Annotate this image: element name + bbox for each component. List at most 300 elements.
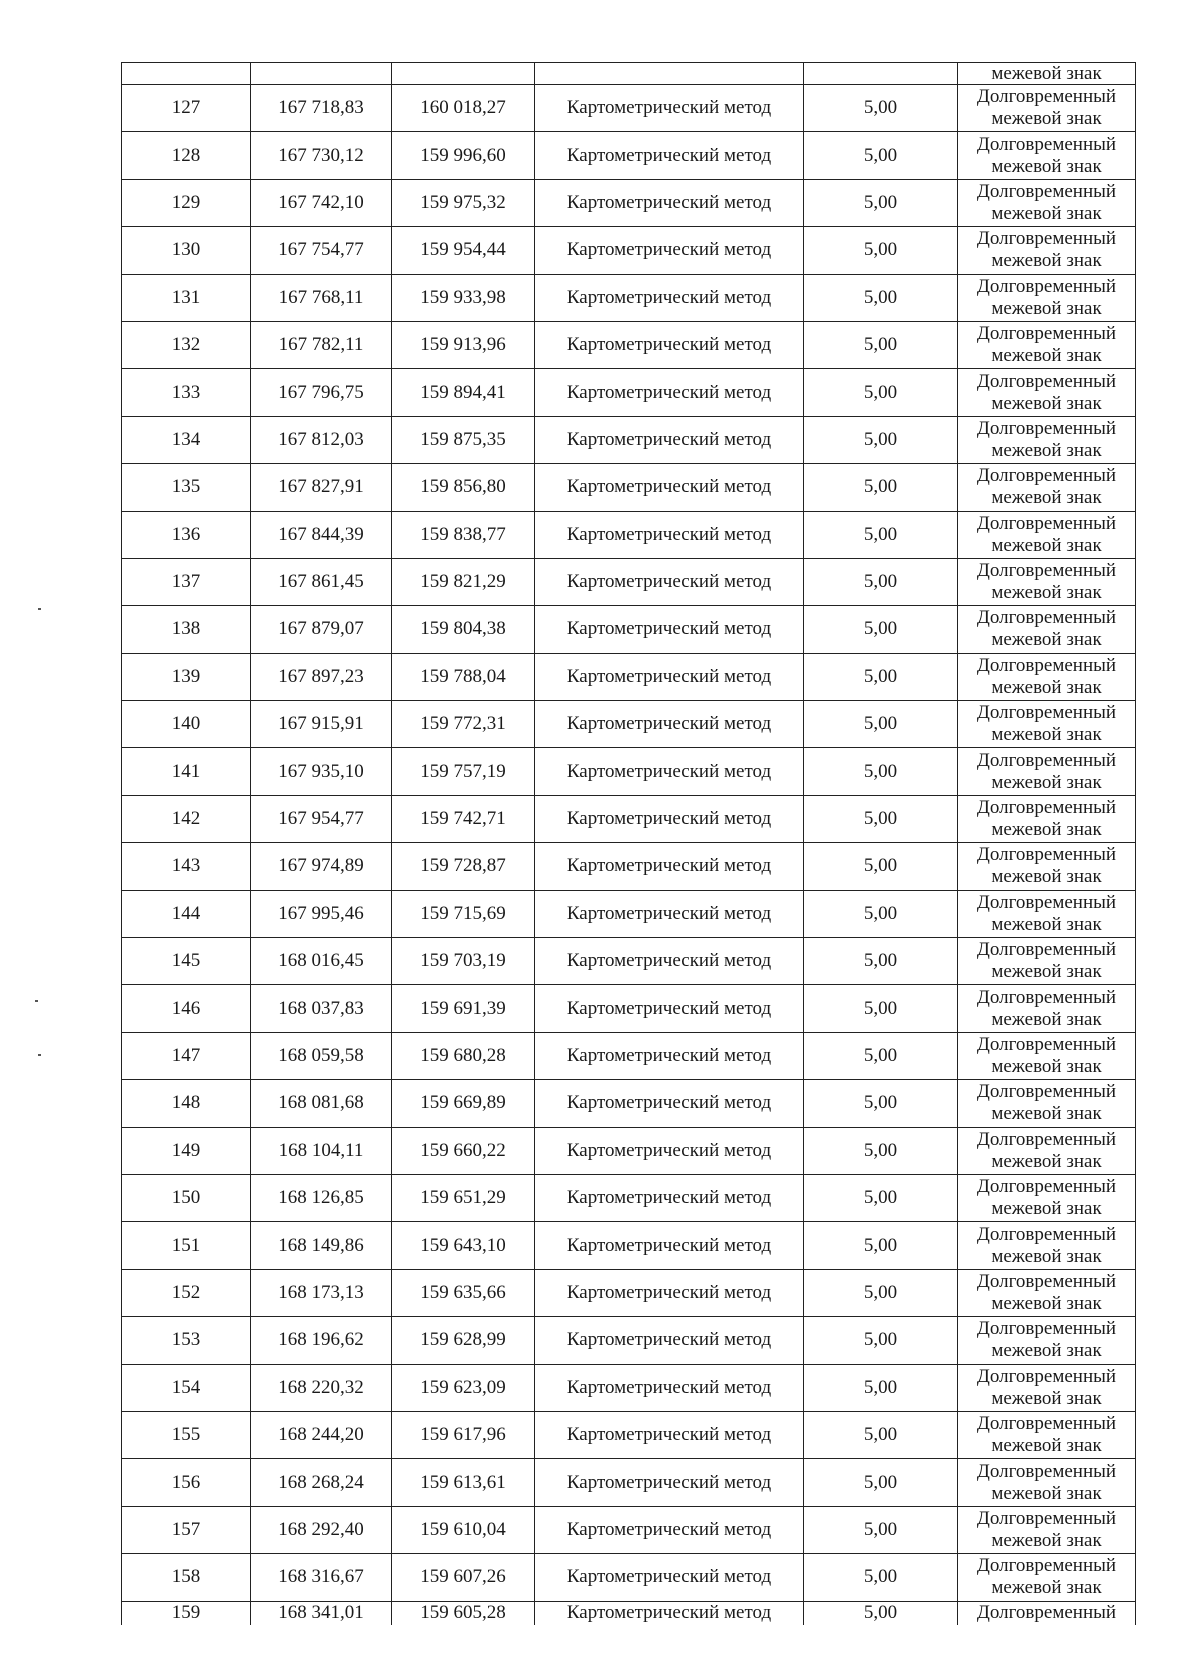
x-coordinate-cell: 167 897,23 xyxy=(251,653,392,700)
y-coordinate-cell: 160 018,27 xyxy=(392,85,535,132)
accuracy-cell: 5,00 xyxy=(804,1364,958,1411)
x-coordinate-cell: 168 292,40 xyxy=(251,1506,392,1553)
x-coordinate-cell: 168 268,24 xyxy=(251,1459,392,1506)
mark-type-cell xyxy=(958,1174,1136,1221)
mark-type-cell xyxy=(958,179,1136,226)
method-cell: Картометрический метод xyxy=(535,1317,804,1364)
mark-type-line1: Долговременный xyxy=(976,323,1117,345)
mark-type-line1: Долговременный xyxy=(976,939,1117,961)
accuracy-cell: 5,00 xyxy=(804,511,958,558)
mark-type-cell xyxy=(958,1080,1136,1127)
point-number-cell: 135 xyxy=(122,464,251,511)
point-number-cell: 133 xyxy=(122,369,251,416)
accuracy-cell: 5,00 xyxy=(804,1459,958,1506)
y-coordinate-cell: 159 954,44 xyxy=(392,227,535,274)
mark-type-line2: межевой знак xyxy=(991,1340,1102,1362)
x-coordinate-cell: 167 768,11 xyxy=(251,274,392,321)
mark-type-line1: Долговременный xyxy=(976,133,1117,155)
method-cell: Картометрический метод xyxy=(535,1459,804,1506)
point-number-cell: 149 xyxy=(122,1127,251,1174)
y-coordinate-cell: 159 728,87 xyxy=(392,843,535,890)
mark-type-cell xyxy=(958,1364,1136,1411)
x-coordinate-cell: 167 812,03 xyxy=(251,416,392,463)
mark-type-cell xyxy=(958,1601,1136,1625)
x-coordinate-cell: 167 915,91 xyxy=(251,701,392,748)
method-cell: Картометрический метод xyxy=(535,1174,804,1221)
x-coordinate-cell: 167 935,10 xyxy=(251,748,392,795)
mark-type-cell xyxy=(958,1222,1136,1269)
mark-type-cell xyxy=(958,1554,1136,1601)
accuracy-cell: 5,00 xyxy=(804,1174,958,1221)
mark-type-cell xyxy=(958,1127,1136,1174)
y-coordinate-cell: 159 996,60 xyxy=(392,132,535,179)
table-row xyxy=(122,132,1136,179)
mark-type-line2: межевой знак xyxy=(991,629,1102,651)
method-cell: Картометрический метод xyxy=(535,1411,804,1458)
mark-type-cell xyxy=(958,985,1136,1032)
table-row-continued xyxy=(122,63,1136,85)
point-number-cell: 134 xyxy=(122,416,251,463)
y-coordinate-cell: 159 772,31 xyxy=(392,701,535,748)
mark-type-line2: межевой знак xyxy=(991,1529,1102,1551)
mark-type-line2: межевой знак xyxy=(991,913,1102,935)
point-number-cell: 130 xyxy=(122,227,251,274)
table-row xyxy=(122,1554,1136,1601)
mark-type-line1: Долговременный xyxy=(976,86,1117,108)
method-cell: Картометрический метод xyxy=(535,1269,804,1316)
mark-type-line2: межевой знак xyxy=(991,1245,1102,1267)
mark-type-cell xyxy=(958,748,1136,795)
mark-type-line1: Долговременный xyxy=(976,797,1117,819)
point-number-cell: 158 xyxy=(122,1554,251,1601)
y-coordinate-cell: 159 643,10 xyxy=(392,1222,535,1269)
mark-type-line2: межевой знак xyxy=(991,155,1102,177)
x-coordinate-cell: 168 341,01 xyxy=(251,1601,392,1625)
x-coordinate-cell: 167 879,07 xyxy=(251,606,392,653)
mark-type-line1: Долговременный xyxy=(976,844,1117,866)
y-coordinate-cell: 159 788,04 xyxy=(392,653,535,700)
y-coordinate-cell: 159 894,41 xyxy=(392,369,535,416)
accuracy-cell: 5,00 xyxy=(804,1601,958,1625)
mark-type-line1: Долговременный xyxy=(976,1460,1117,1482)
table-row xyxy=(122,795,1136,842)
x-coordinate-cell: 168 244,20 xyxy=(251,1411,392,1458)
table-row xyxy=(122,1317,1136,1364)
accuracy-cell: 5,00 xyxy=(804,1317,958,1364)
method-cell: Картометрический метод xyxy=(535,227,804,274)
mark-type-line1: Долговременный xyxy=(976,986,1117,1008)
mark-type-line2: межевой знак xyxy=(991,1482,1102,1504)
accuracy-cell: 5,00 xyxy=(804,1080,958,1127)
mark-type-line2: межевой знак xyxy=(991,1435,1102,1457)
y-coordinate-cell: 159 804,38 xyxy=(392,606,535,653)
y-coordinate-cell: 159 821,29 xyxy=(392,558,535,605)
mark-type-cell xyxy=(958,795,1136,842)
x-coordinate-cell: 168 016,45 xyxy=(251,938,392,985)
x-coordinate-cell: 167 954,77 xyxy=(251,795,392,842)
mark-type-line2: межевой знак xyxy=(991,1056,1102,1077)
accuracy-cell: 5,00 xyxy=(804,85,958,132)
y-coordinate-cell: 159 757,19 xyxy=(392,748,535,795)
mark-type-cell xyxy=(958,85,1136,132)
point-number-cell: 147 xyxy=(122,1032,251,1079)
method-cell: Картометрический метод xyxy=(535,132,804,179)
y-coordinate-cell: 159 856,80 xyxy=(392,464,535,511)
y-coordinate-cell: 159 635,66 xyxy=(392,1269,535,1316)
mark-type-cell xyxy=(958,843,1136,890)
point-number-cell: 140 xyxy=(122,701,251,748)
table-row xyxy=(122,85,1136,132)
y-coordinate-cell: 159 715,69 xyxy=(392,890,535,937)
x-coordinate-cell: 168 126,85 xyxy=(251,1174,392,1221)
table-row xyxy=(122,227,1136,274)
mark-type-line2: межевой знак xyxy=(991,1150,1102,1172)
y-coordinate-cell: 159 933,98 xyxy=(392,274,535,321)
accuracy-cell: 5,00 xyxy=(804,179,958,226)
accuracy-cell: 5,00 xyxy=(804,843,958,890)
table-row xyxy=(122,1459,1136,1506)
point-number-cell: 151 xyxy=(122,1222,251,1269)
mark-type-line2: межевой знак xyxy=(991,1577,1102,1599)
accuracy-cell: 5,00 xyxy=(804,558,958,605)
table-row xyxy=(122,1269,1136,1316)
x-coordinate-cell: 168 104,11 xyxy=(251,1127,392,1174)
x-coordinate-cell: 167 974,89 xyxy=(251,843,392,890)
accuracy-cell: 5,00 xyxy=(804,1269,958,1316)
accuracy-cell: 5,00 xyxy=(804,1222,958,1269)
table-row xyxy=(122,416,1136,463)
mark-type-cell xyxy=(958,369,1136,416)
y-coordinate-cell: 159 669,89 xyxy=(392,1080,535,1127)
method-cell: Картометрический метод xyxy=(535,321,804,368)
point-number-cell: 142 xyxy=(122,795,251,842)
point-number-cell: 132 xyxy=(122,321,251,368)
x-coordinate-cell: 167 827,91 xyxy=(251,464,392,511)
y-coordinate-cell: 159 680,28 xyxy=(392,1032,535,1079)
y-coordinate-cell: 159 605,28 xyxy=(392,1601,535,1625)
x-coordinate-cell: 167 782,11 xyxy=(251,321,392,368)
table-row xyxy=(122,1411,1136,1458)
mark-type-line1: Долговременный xyxy=(976,1507,1117,1529)
mark-type-cell xyxy=(958,464,1136,511)
x-coordinate-cell: 168 173,13 xyxy=(251,1269,392,1316)
accuracy-cell xyxy=(804,63,958,85)
accuracy-cell: 5,00 xyxy=(804,1506,958,1553)
point-number-cell: 129 xyxy=(122,179,251,226)
point-number-cell: 143 xyxy=(122,843,251,890)
accuracy-cell: 5,00 xyxy=(804,653,958,700)
table-row xyxy=(122,1364,1136,1411)
x-coordinate-cell: 167 742,10 xyxy=(251,179,392,226)
method-cell: Картометрический метод xyxy=(535,558,804,605)
accuracy-cell: 5,00 xyxy=(804,321,958,368)
point-number-cell: 154 xyxy=(122,1364,251,1411)
mark-type-line1: Долговременный xyxy=(976,1601,1117,1623)
method-cell: Картометрический метод xyxy=(535,85,804,132)
point-number-cell: 136 xyxy=(122,511,251,558)
mark-type-line1: Долговременный xyxy=(976,180,1117,202)
mark-type-cell xyxy=(958,1459,1136,1506)
method-cell: Картометрический метод xyxy=(535,653,804,700)
mark-type-line2: межевой знак xyxy=(991,819,1102,841)
method-cell xyxy=(535,63,804,85)
method-cell: Картометрический метод xyxy=(535,1222,804,1269)
table-row xyxy=(122,1222,1136,1269)
point-number-cell: 138 xyxy=(122,606,251,653)
mark-type-line1: Долговременный xyxy=(976,1555,1117,1577)
y-coordinate-cell: 159 742,71 xyxy=(392,795,535,842)
method-cell: Картометрический метод xyxy=(535,1032,804,1079)
table-row xyxy=(122,464,1136,511)
point-number-cell: 152 xyxy=(122,1269,251,1316)
method-cell: Картометрический метод xyxy=(535,1601,804,1625)
accuracy-cell: 5,00 xyxy=(804,890,958,937)
mark-type-cell: межевой знак xyxy=(958,63,1136,85)
y-coordinate-cell: 159 617,96 xyxy=(392,1411,535,1458)
table-row xyxy=(122,1601,1136,1625)
x-coordinate-cell: 167 754,77 xyxy=(251,227,392,274)
point-number-cell: 159 xyxy=(122,1601,251,1625)
accuracy-cell: 5,00 xyxy=(804,748,958,795)
y-coordinate-cell: 159 628,99 xyxy=(392,1317,535,1364)
point-number-cell: 153 xyxy=(122,1317,251,1364)
x-coordinate-cell: 168 059,58 xyxy=(251,1032,392,1079)
accuracy-cell: 5,00 xyxy=(804,464,958,511)
table-row xyxy=(122,1032,1136,1079)
method-cell: Картометрический метод xyxy=(535,511,804,558)
point-number-cell: 155 xyxy=(122,1411,251,1458)
mark-type-line2: межевой знак xyxy=(991,771,1102,793)
mark-type-cell xyxy=(958,1317,1136,1364)
mark-type-line1: Долговременный xyxy=(976,891,1117,913)
mark-type-line2: межевой знак xyxy=(991,345,1102,367)
point-number-cell: 145 xyxy=(122,938,251,985)
accuracy-cell: 5,00 xyxy=(804,1411,958,1458)
mark-type-cell xyxy=(958,132,1136,179)
y-coordinate-cell: 159 651,29 xyxy=(392,1174,535,1221)
accuracy-cell: 5,00 xyxy=(804,1127,958,1174)
mark-type-line2: межевой знак xyxy=(991,1387,1102,1409)
x-coordinate-cell: 168 220,32 xyxy=(251,1364,392,1411)
mark-type-line1: Долговременный xyxy=(976,1270,1117,1292)
mark-type-line1: Долговременный xyxy=(976,417,1117,439)
mark-type-line2: межевой знак xyxy=(991,582,1102,604)
x-coordinate-cell: 167 730,12 xyxy=(251,132,392,179)
mark-type-line2: межевой знак xyxy=(991,487,1102,509)
mark-type-line1: Долговременный xyxy=(976,607,1117,629)
table-row xyxy=(122,701,1136,748)
mark-type-line1: Долговременный xyxy=(976,702,1117,724)
mark-type-cell xyxy=(958,653,1136,700)
method-cell: Картометрический метод xyxy=(535,1554,804,1601)
mark-type-line2: межевой знак xyxy=(991,1008,1102,1030)
accuracy-cell: 5,00 xyxy=(804,369,958,416)
x-coordinate-cell xyxy=(251,63,392,85)
mark-type-line1: Долговременный xyxy=(976,1128,1117,1150)
scan-speck xyxy=(35,1000,38,1002)
accuracy-cell: 5,00 xyxy=(804,938,958,985)
y-coordinate-cell: 159 691,39 xyxy=(392,985,535,1032)
boundary-points-table xyxy=(121,62,1136,1625)
method-cell: Картометрический метод xyxy=(535,179,804,226)
mark-type-cell xyxy=(958,1506,1136,1553)
mark-type-line1: Долговременный xyxy=(976,1176,1117,1198)
table-row xyxy=(122,890,1136,937)
accuracy-cell: 5,00 xyxy=(804,701,958,748)
table-row xyxy=(122,179,1136,226)
table-row xyxy=(122,938,1136,985)
table-row xyxy=(122,511,1136,558)
mark-type-line1: Долговременный xyxy=(976,1081,1117,1103)
method-cell: Картометрический метод xyxy=(535,1127,804,1174)
y-coordinate-cell: 159 838,77 xyxy=(392,511,535,558)
mark-type-line2: межевой знак xyxy=(991,108,1102,130)
point-number-cell: 156 xyxy=(122,1459,251,1506)
point-number-cell: 137 xyxy=(122,558,251,605)
method-cell: Картометрический метод xyxy=(535,606,804,653)
point-number-cell: 139 xyxy=(122,653,251,700)
mark-type-line1: Долговременный xyxy=(976,228,1117,250)
method-cell: Картометрический метод xyxy=(535,795,804,842)
point-number-cell: 157 xyxy=(122,1506,251,1553)
mark-type-line1: Долговременный xyxy=(976,370,1117,392)
table-row xyxy=(122,321,1136,368)
mark-type-cell xyxy=(958,227,1136,274)
mark-type-line1: Долговременный xyxy=(976,465,1117,487)
mark-type-line2: межевой знак xyxy=(991,724,1102,746)
mark-type-line2: межевой знак xyxy=(991,392,1102,414)
method-cell: Картометрический метод xyxy=(535,890,804,937)
point-number-cell: 127 xyxy=(122,85,251,132)
accuracy-cell: 5,00 xyxy=(804,1554,958,1601)
mark-type-cell xyxy=(958,511,1136,558)
y-coordinate-cell: 159 623,09 xyxy=(392,1364,535,1411)
x-coordinate-cell: 167 995,46 xyxy=(251,890,392,937)
mark-type-line1: Долговременный xyxy=(976,1318,1117,1340)
x-coordinate-cell: 168 081,68 xyxy=(251,1080,392,1127)
y-coordinate-cell: 159 703,19 xyxy=(392,938,535,985)
mark-type-line2: межевой знак xyxy=(991,866,1102,888)
y-coordinate-cell xyxy=(392,63,535,85)
method-cell: Картометрический метод xyxy=(535,938,804,985)
y-coordinate-cell: 159 607,26 xyxy=(392,1554,535,1601)
table-row xyxy=(122,843,1136,890)
accuracy-cell: 5,00 xyxy=(804,795,958,842)
mark-type-cell xyxy=(958,1032,1136,1079)
table-row xyxy=(122,1127,1136,1174)
scan-speck xyxy=(38,1054,41,1056)
point-number-cell: 144 xyxy=(122,890,251,937)
x-coordinate-cell: 167 718,83 xyxy=(251,85,392,132)
mark-type-cell xyxy=(958,274,1136,321)
point-number-cell: 131 xyxy=(122,274,251,321)
mark-type-cell xyxy=(958,321,1136,368)
y-coordinate-cell: 159 875,35 xyxy=(392,416,535,463)
y-coordinate-cell: 159 975,32 xyxy=(392,179,535,226)
table-row xyxy=(122,1080,1136,1127)
mark-type-cell xyxy=(958,701,1136,748)
mark-type-line1: Долговременный xyxy=(976,1365,1117,1387)
table-row xyxy=(122,1174,1136,1221)
table-row xyxy=(122,1506,1136,1553)
mark-type-cell xyxy=(958,416,1136,463)
mark-type-cell xyxy=(958,1269,1136,1316)
table-row xyxy=(122,558,1136,605)
x-coordinate-cell: 167 844,39 xyxy=(251,511,392,558)
x-coordinate-cell: 168 149,86 xyxy=(251,1222,392,1269)
accuracy-cell: 5,00 xyxy=(804,985,958,1032)
method-cell: Картометрический метод xyxy=(535,985,804,1032)
method-cell: Картометрический метод xyxy=(535,701,804,748)
mark-type-line1: Долговременный xyxy=(976,1223,1117,1245)
point-number-cell: 146 xyxy=(122,985,251,1032)
point-number-cell: 148 xyxy=(122,1080,251,1127)
method-cell: Картометрический метод xyxy=(535,464,804,511)
y-coordinate-cell: 159 613,61 xyxy=(392,1459,535,1506)
x-coordinate-cell: 167 861,45 xyxy=(251,558,392,605)
x-coordinate-cell: 168 316,67 xyxy=(251,1554,392,1601)
mark-type-cell xyxy=(958,1411,1136,1458)
accuracy-cell: 5,00 xyxy=(804,1032,958,1079)
table-row xyxy=(122,369,1136,416)
mark-type-line1: Долговременный xyxy=(976,654,1117,676)
mark-type-cell xyxy=(958,558,1136,605)
mark-type-line1: Долговременный xyxy=(976,275,1117,297)
method-cell: Картометрический метод xyxy=(535,748,804,795)
method-cell: Картометрический метод xyxy=(535,843,804,890)
method-cell: Картометрический метод xyxy=(535,369,804,416)
point-number-cell: 128 xyxy=(122,132,251,179)
mark-type-line1: Долговременный xyxy=(976,560,1117,582)
mark-type-line2: межевой знак xyxy=(991,297,1102,319)
method-cell: Картометрический метод xyxy=(535,1080,804,1127)
accuracy-cell: 5,00 xyxy=(804,274,958,321)
table-row xyxy=(122,748,1136,795)
accuracy-cell: 5,00 xyxy=(804,606,958,653)
x-coordinate-cell: 168 037,83 xyxy=(251,985,392,1032)
mark-type-line2: межевой знак xyxy=(991,1103,1102,1125)
method-cell: Картометрический метод xyxy=(535,274,804,321)
table-row xyxy=(122,653,1136,700)
mark-type-cell xyxy=(958,890,1136,937)
mark-type-line2: межевой знак xyxy=(991,439,1102,461)
mark-type-line2: межевой знак xyxy=(991,202,1102,224)
point-number-cell xyxy=(122,63,251,85)
mark-type-cell xyxy=(958,938,1136,985)
mark-type-line2: межевой знак xyxy=(991,250,1102,272)
mark-type-line1: Долговременный xyxy=(976,1413,1117,1435)
mark-type-line2: межевой знак xyxy=(991,1198,1102,1220)
mark-type-cell xyxy=(958,606,1136,653)
mark-type-line2: межевой знак xyxy=(991,961,1102,983)
scan-speck xyxy=(38,608,41,610)
mark-type-line1: Долговременный xyxy=(976,749,1117,771)
accuracy-cell: 5,00 xyxy=(804,227,958,274)
table-row xyxy=(122,274,1136,321)
mark-type-line2: межевой знак xyxy=(991,534,1102,556)
mark-type-line2: межевой знак xyxy=(991,676,1102,698)
method-cell: Картометрический метод xyxy=(535,1506,804,1553)
point-number-cell: 150 xyxy=(122,1174,251,1221)
y-coordinate-cell: 159 660,22 xyxy=(392,1127,535,1174)
y-coordinate-cell: 159 913,96 xyxy=(392,321,535,368)
mark-type-line2: межевой знак xyxy=(991,1292,1102,1314)
x-coordinate-cell: 167 796,75 xyxy=(251,369,392,416)
accuracy-cell: 5,00 xyxy=(804,132,958,179)
method-cell: Картометрический метод xyxy=(535,416,804,463)
table-row xyxy=(122,985,1136,1032)
y-coordinate-cell: 159 610,04 xyxy=(392,1506,535,1553)
